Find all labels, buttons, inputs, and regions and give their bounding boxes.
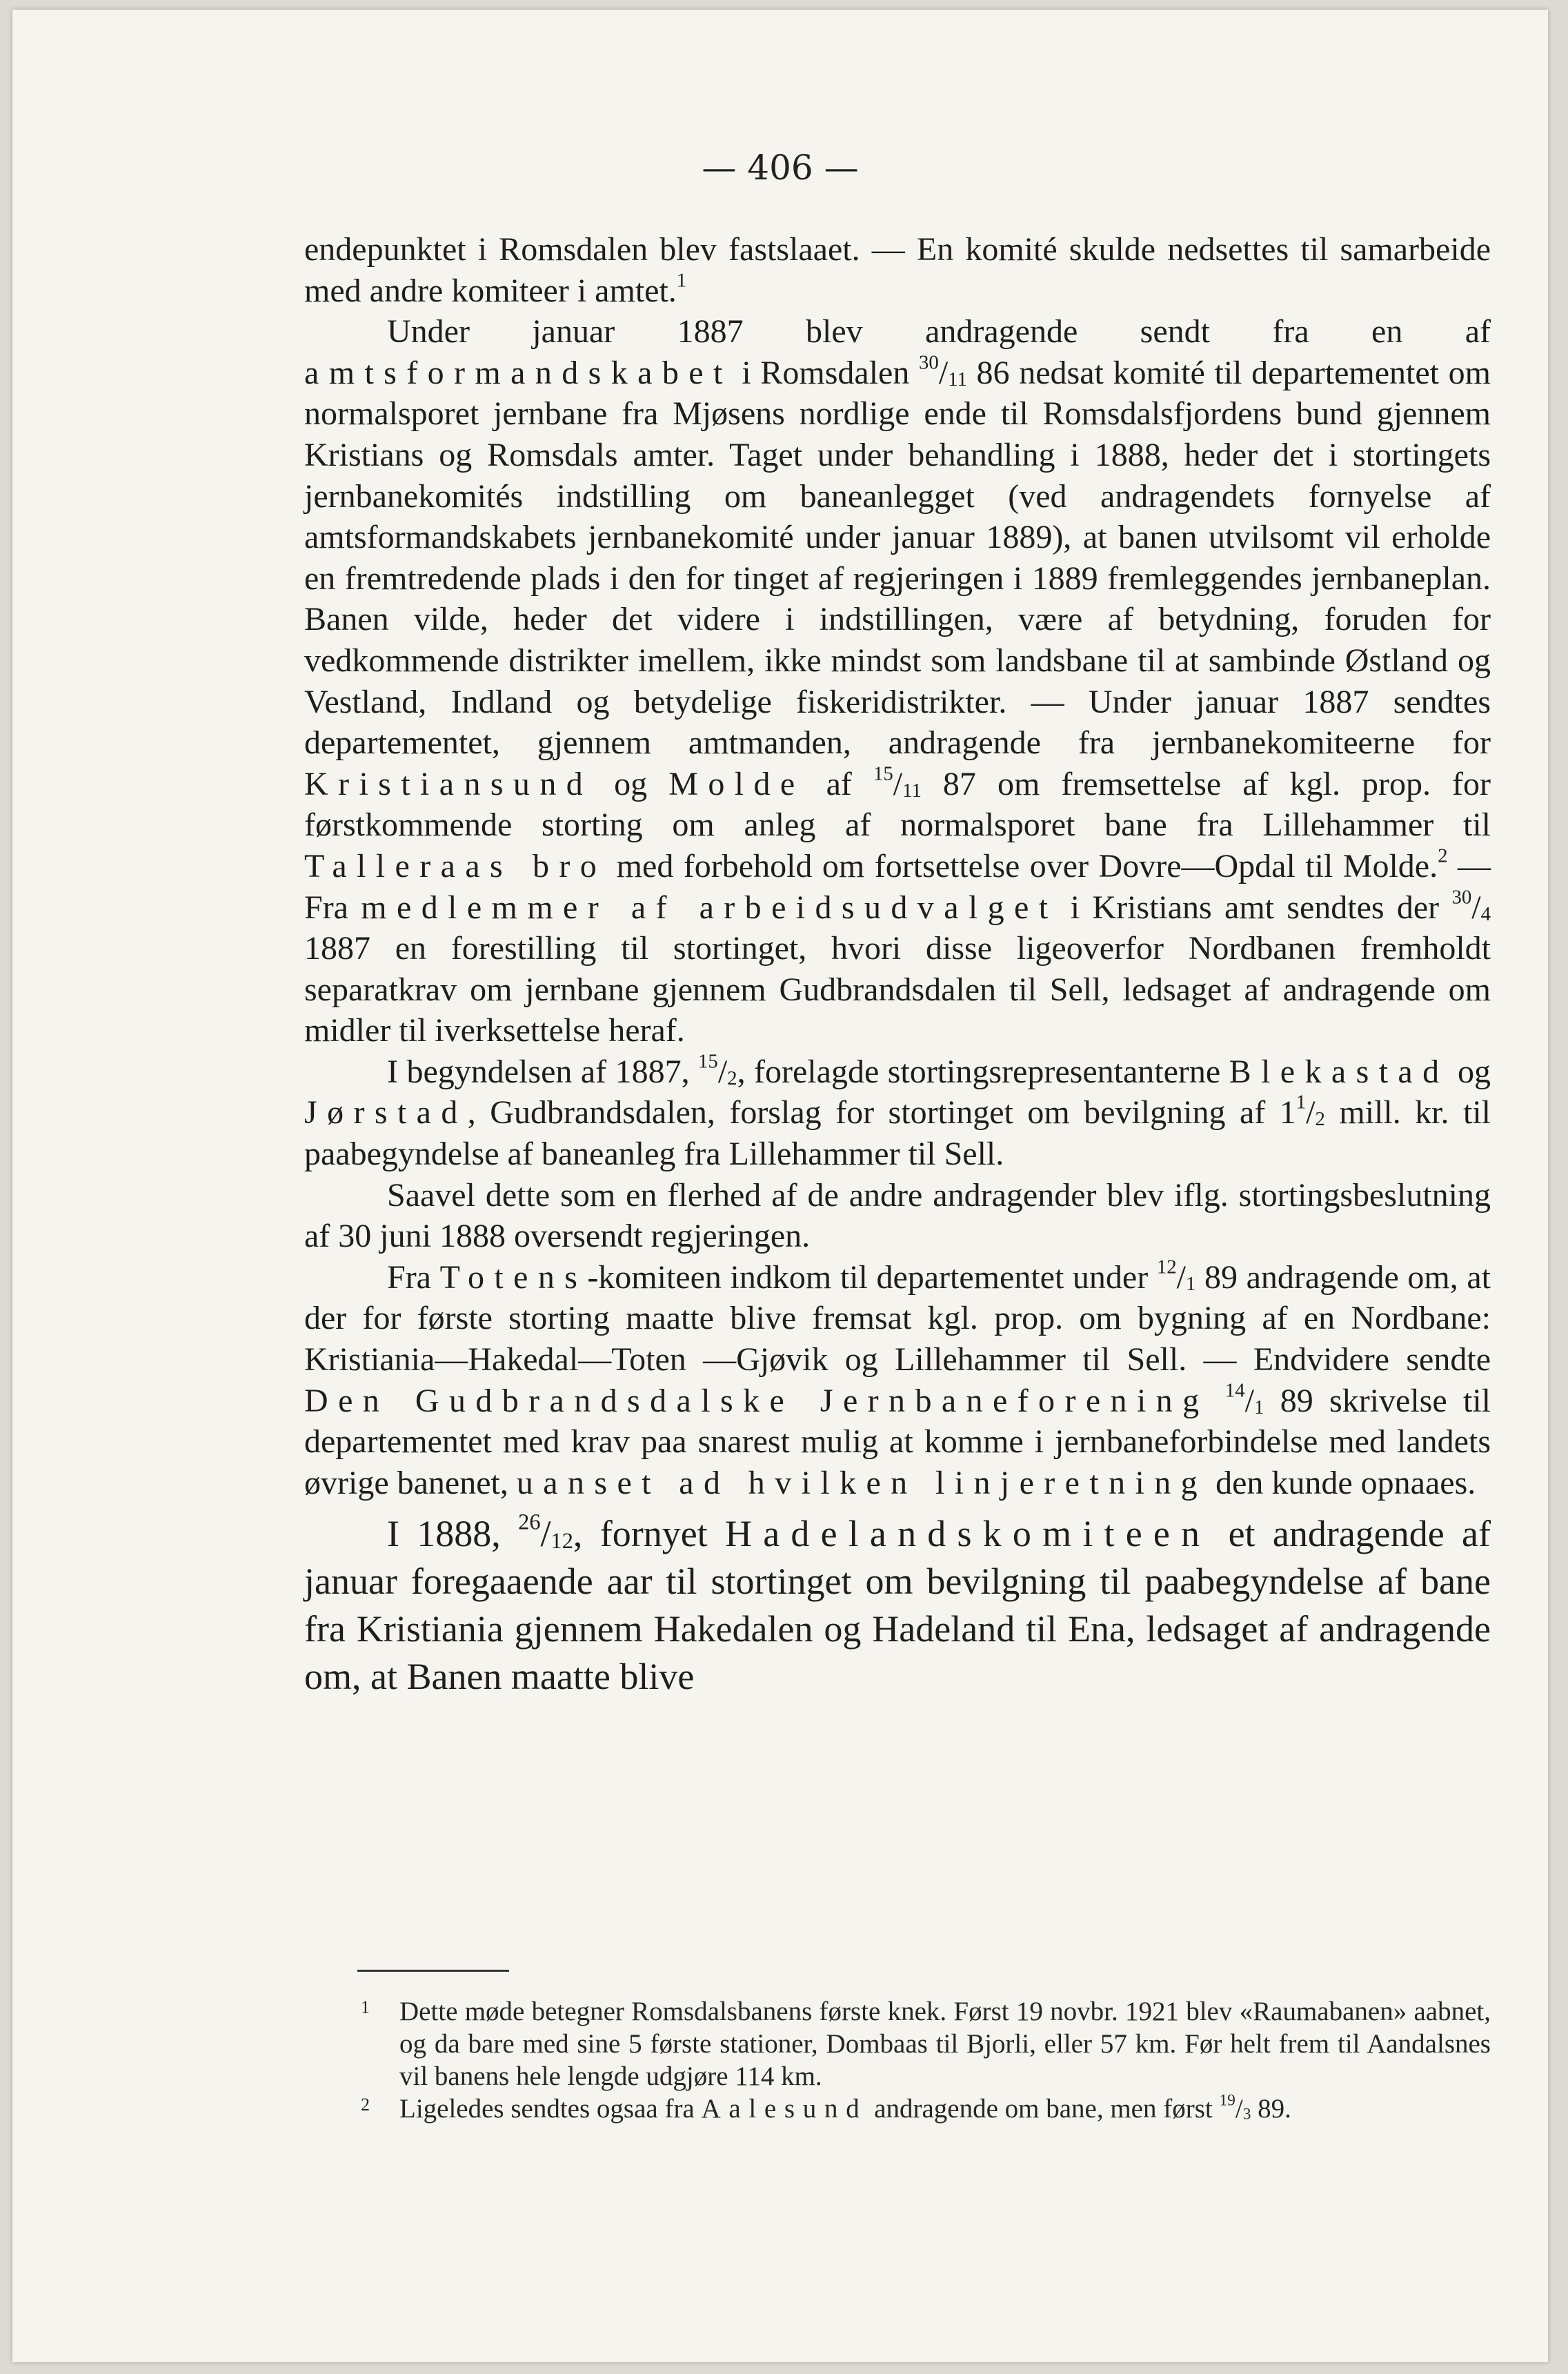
footnote-2: 2 Ligeledes sendtes ogsaa fra Aalesund andragende om bane, men først $^{19}/_3$ 89. xyxy=(361,2093,1491,2125)
spaced-term: Hadelandskomiteen xyxy=(725,1513,1211,1555)
paragraph-4: Saavel dette som en flerhed af de andre andragender blev iflg. stortingsbeslutning af 30 juni 1888 oversendt regjeringen. xyxy=(304,1176,1491,1255)
footnote-ref-2: 2 xyxy=(1438,844,1448,867)
date-fraction-bottom: 1 xyxy=(1253,1396,1264,1418)
footnote-1 xyxy=(361,1995,1491,2093)
spaced-term: Aalesund xyxy=(701,2094,868,2124)
footnote-text: Dette møde betegner Romsdalsbanens første knek. Først 19 novbr. 1921 blev «Raumabanen» aabnet, og da bare med sine 5 første stationer, Dombaas til Bjorli, eller 57 km. Før helt frem til Aandalsnes vil banens hele lengde udgjøre 114 km. xyxy=(399,1997,1491,2091)
date-fraction-top: 15 xyxy=(873,762,893,785)
spaced-term: Blekastad xyxy=(1229,1053,1449,1090)
date-fraction-bottom: 2 xyxy=(727,1067,737,1089)
date-fraction-top: 14 xyxy=(1224,1379,1245,1402)
spaced-term: Totens xyxy=(439,1258,588,1296)
paragraph-5: Fra Totens-komiteen indkom til departementet under $^{12}/_1$ 89 andragende om, at der for første storting maatte blive fremsat kgl. prop. om bygning af en Nordbane: Kristiania—Hakedal—Toten —Gjøvik og Lillehammer til Sell. — Endvidere sendte Den Gudbrandsdalske Jernbaneforening $^{14}/_1$ 89 skrivelse til departementet med krav paa snarest mulig at komme i jernbaneforbindelse med landets øvrige banenet, uanset ad hvilken linjeretning den kunde opnaaes. xyxy=(304,1256,1491,1501)
spaced-term: medlemmer af arbeidsudvalget xyxy=(361,889,1058,926)
date-fraction-top: 30 xyxy=(919,351,939,374)
spaced-term: Molde xyxy=(668,765,805,802)
paragraph-6: I 1888, $^{26}/_{12}$, fornyet Hadelandskomiteen et andragende af januar foregaaende aar til stortinget om bevilgning til paabegyndelse af bane fra Kristiania gjennem Hakedalen og Hadeland til Ena, ledsaget af andragende om, at Banen maatte blive xyxy=(304,1510,1491,1698)
date-fraction-top: 19 xyxy=(1219,2091,1235,2110)
fraction-top: 1 xyxy=(1296,1091,1307,1114)
document-page xyxy=(12,10,1548,2362)
date-fraction-bottom: 4 xyxy=(1480,902,1491,925)
footnote-number: 2 xyxy=(361,2095,370,2115)
date-fraction-top: 12 xyxy=(1156,1256,1177,1278)
spaced-term: Den Gudbrandsdalske Jernbaneforening xyxy=(304,1382,1209,1419)
paragraph-3: I begyndelsen af 1887, $^{15}/_2$, forelagde stortingsrepresentanterne Blekastad og Jørstad, Gudbrandsdalen, forslag for stortinget om bevilgning af $1^1/_2$ mill. kr. til paabegyndelse af baneanleg fra Lillehammer til Sell. xyxy=(304,1050,1491,1173)
spaced-term: amtsformandskabet xyxy=(304,354,733,391)
page-number: — 406 — xyxy=(702,148,859,188)
footnote-number: 1 xyxy=(361,1997,370,2017)
date-fraction-bottom: 12 xyxy=(550,1529,573,1554)
spaced-term: Jørstad xyxy=(304,1094,468,1131)
date-fraction-bottom: 11 xyxy=(902,779,922,802)
spaced-term: Kristiansund xyxy=(304,765,593,802)
date-fraction-top: 30 xyxy=(1451,885,1472,908)
date-fraction-top: 15 xyxy=(698,1050,718,1073)
spaced-term: Talleraas bro xyxy=(304,847,607,884)
paragraph-2: Under januar 1887 blev andragende sendt fra en af amtsformandskabet i Romsdalen $^{30}/_{11}$ 86 nedsat komité til departementet om normalsporet jernbane fra Mjøsens nordlige ende til Romsdalsfjordens bund gjennem Kristians og Romsdals amter. Taget under behandling i 1888, heder det i stortingets jernbanekomités indstilling om baneanlegget (ved andragendets fornyelse af amtsformandskabets jernbanekomité under januar 1889), at banen utvilsomt vil erholde en fremtredende plads i den for tinget af regjeringen i 1889 fremleggendes jernbaneplan. Banen vilde, heder det videre i indstillingen, være af betydning, foruden for vedkommende distrikter imellem, ikke mindst som landsbane til at sambinde Østland og Vestland, Indland og betydelige fiskeridistrikter. — Under januar 1887 sendtes departementet, gjennem amtmanden, andragende fra jernbanekomiteerne for Kristiansund og Molde af $^{15}/_{11}$ 87 om fremsettelse af kgl. prop. for førstkommende storting om anleg af normalsporet bane fra Lillehammer til Talleraas bro med forbehold om fortsettelse over Dovre—Opdal til Molde.$^2$ — Fra medlemmer af arbeidsudvalget i Kristians amt sendtes der $^{30}/_4$ 1887 en forestilling til stortinget, hvori disse ligeoverfor Nordbanen fremholdt separatkrav om jernbane gjennem Gudbrandsdalen til Sell, ledsaget af andragende om midler til iverksettelse heraf. xyxy=(304,313,1491,1049)
date-fraction-top: 26 xyxy=(518,1510,541,1536)
date-fraction-bottom: 3 xyxy=(1242,2105,1251,2124)
footnote-ref-1: 1 xyxy=(676,269,687,291)
date-fraction-bottom: 1 xyxy=(1185,1272,1196,1295)
paragraph-1: endepunktet i Romsdalen blev fastslaaet. — En komité skulde nedsettes til samarbeide med andre komiteer i amtet.$^1$ xyxy=(304,231,1491,309)
date-fraction-bottom: 11 xyxy=(948,368,967,390)
fraction-bottom: 2 xyxy=(1315,1108,1325,1131)
footnotes xyxy=(361,1995,1491,2125)
main-text xyxy=(304,229,1491,1701)
footnote-divider xyxy=(357,1970,509,1972)
spaced-term: uanset ad hvilken linjeretning xyxy=(516,1464,1208,1501)
